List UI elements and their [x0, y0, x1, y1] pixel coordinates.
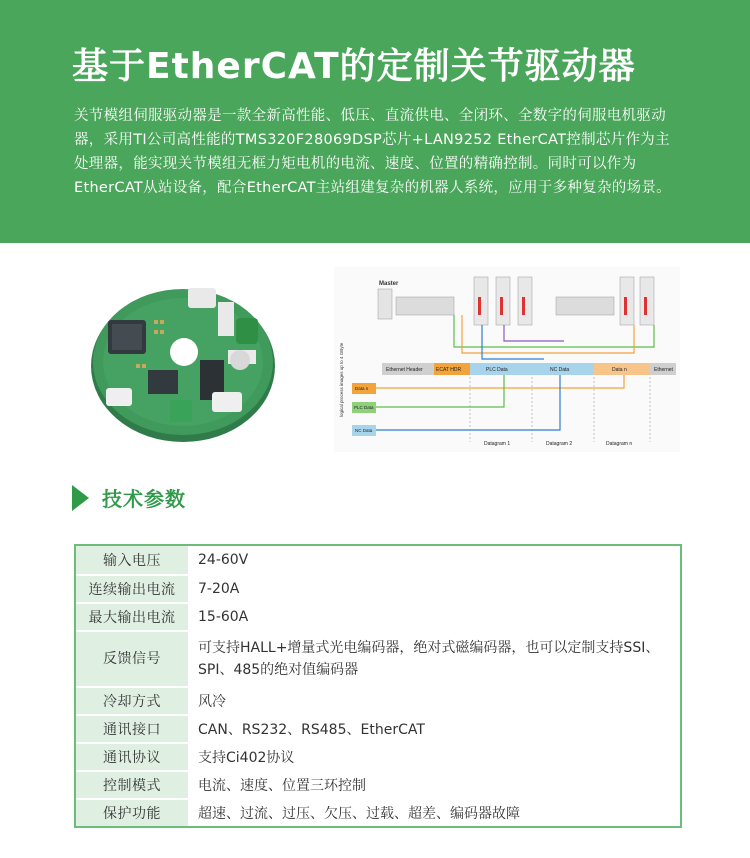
table-row — [76, 686, 680, 714]
section-title: 技术参数 — [102, 487, 186, 511]
spec-key: 连续输出电流 — [76, 576, 188, 602]
spec-value: 可支持HALL+增量式光电编码器，绝对式磁编码器，也可以定制支持SSI、SPI、485的绝对值编码器 — [198, 640, 660, 678]
stack-plc-data: PLC Data — [354, 405, 374, 410]
table-row — [76, 714, 680, 742]
master-label: Master — [379, 281, 399, 287]
header-banner — [0, 0, 750, 243]
intro-paragraph: 关节模组伺服驱动器是一款全新高性能、低压、直流供电、全闭环、全数字的伺服电机驱动器，采用TI公司高性能的TMS320F28069DSP芯片+LAN9252 EtherCAT控制芯片作为主处理器，能实现关节模组无框力矩电机的电流、速度、位置的精确控制。同时可以作为EtherCAT从站设备，配合EtherCAT主站组建复杂的机器人系统，应用于多种复杂的场景。 — [74, 108, 671, 196]
frame-ethernet-header: Ethernet Header — [386, 367, 423, 373]
spec-value: CAN、RS232、RS485、EtherCAT — [198, 722, 425, 738]
process-image-label: logical process images up to 4 GByte — [339, 342, 344, 417]
play-triangle-icon — [72, 485, 89, 511]
spec-key: 冷却方式 — [76, 688, 188, 714]
frame-ecat-hdr: ECAT HDR — [436, 367, 462, 373]
spec-key: 最大输出电流 — [76, 604, 188, 630]
spec-key: 保护功能 — [76, 800, 188, 826]
frame-nc-data: NC Data — [550, 367, 570, 373]
spec-value: 24-60V — [198, 552, 249, 568]
table-row — [76, 630, 680, 686]
page-title: 基于EtherCAT的定制关节驱动器 — [72, 46, 636, 87]
table-row — [76, 742, 680, 770]
table-row — [76, 546, 680, 574]
spec-value: 7-20A — [198, 581, 240, 597]
datagram-n: Datagram n — [606, 441, 633, 447]
table-row — [76, 798, 680, 826]
spec-key: 通讯协议 — [76, 744, 188, 770]
spec-value: 15-60A — [198, 609, 249, 625]
spec-key: 输入电压 — [76, 546, 188, 574]
datagram-2: Datagram 2 — [546, 441, 573, 447]
table-row — [76, 574, 680, 602]
spec-table — [74, 544, 682, 828]
datagram-1: Datagram 1 — [484, 441, 511, 447]
table-row — [76, 602, 680, 630]
frame-plc-data: PLC Data — [486, 367, 508, 373]
ethercat-frame-diagram — [334, 267, 680, 452]
frame-data-n: Data n — [612, 367, 627, 373]
spec-key: 反馈信号 — [76, 632, 188, 686]
spec-value: 风冷 — [198, 694, 226, 710]
stack-nc-data: NC Data — [355, 428, 373, 433]
spec-value: 支持Ci402协议 — [198, 750, 295, 766]
driver-board-image — [88, 280, 278, 445]
spec-value: 电流、速度、位置三环控制 — [198, 778, 366, 794]
spec-value: 超速、过流、过压、欠压、过载、超差、编码器故障 — [198, 806, 520, 822]
frame-ethernet: Ethernet — [654, 367, 673, 373]
spec-key: 控制模式 — [76, 772, 188, 798]
table-row — [76, 770, 680, 798]
spec-key: 通讯接口 — [76, 716, 188, 742]
stack-data-n: Data n — [355, 386, 369, 391]
